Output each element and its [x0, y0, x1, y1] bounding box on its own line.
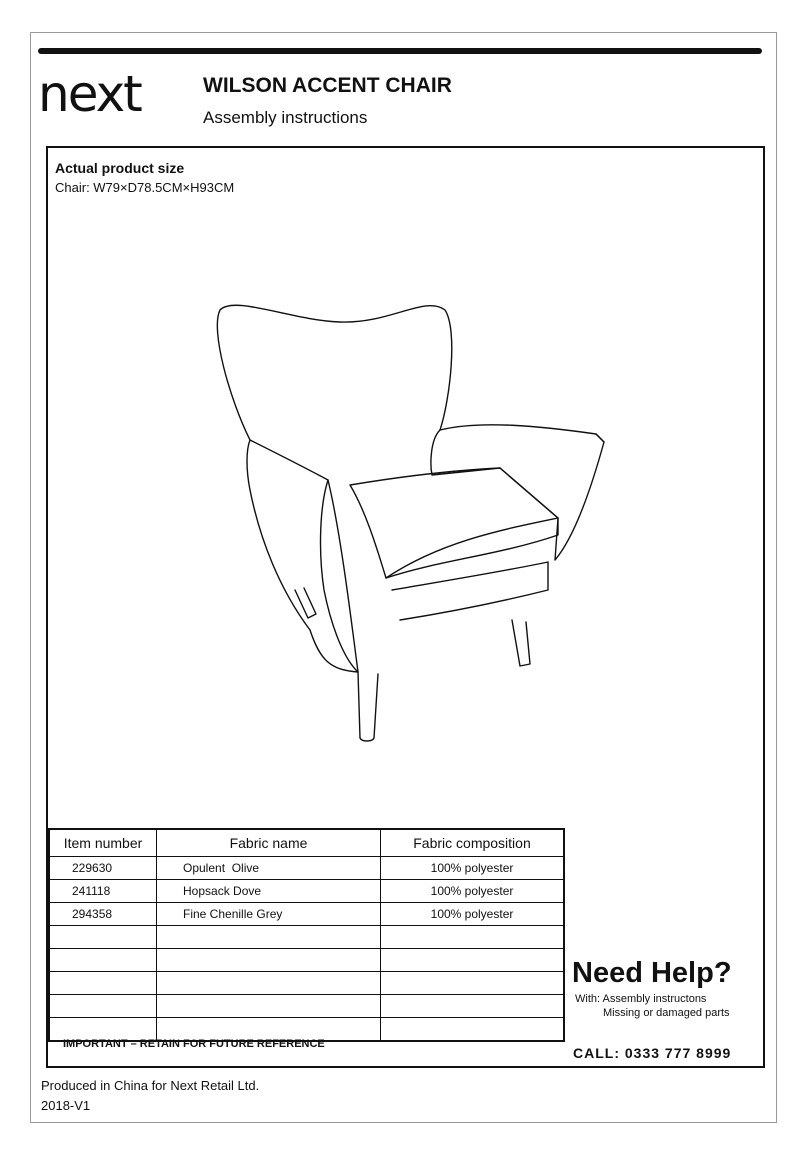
- product-size-heading: Actual product size: [55, 160, 185, 176]
- empty-row: [49, 949, 564, 972]
- important-notice: IMPORTANT – RETAIN FOR FUTURE REFERENCE: [63, 1038, 325, 1050]
- help-with-line: With: Assembly instructons: [575, 993, 707, 1005]
- fabric-name-cell: Hopsack Dove: [157, 880, 381, 903]
- fabric-name-cell: Fine Chenille Grey: [157, 903, 381, 926]
- fabric-composition-cell: 100% polyester: [381, 903, 565, 926]
- table-row: [49, 903, 564, 926]
- item-number-cell: 241118: [49, 880, 157, 903]
- brand-logo: next: [38, 65, 141, 123]
- table-header-row: [49, 829, 564, 857]
- col-fabric-name: Fabric name: [157, 829, 381, 857]
- top-rule: [38, 48, 762, 54]
- call-number: CALL: 0333 777 8999: [573, 1045, 732, 1061]
- empty-row: [49, 972, 564, 995]
- col-item-number: Item number: [49, 829, 157, 857]
- fabric-composition-cell: 100% polyester: [381, 857, 565, 880]
- item-number-cell: 229630: [49, 857, 157, 880]
- fabric-composition-cell: 100% polyester: [381, 880, 565, 903]
- chair-illustration: [200, 290, 620, 750]
- fabric-table: [48, 828, 565, 1042]
- help-missing-line: Missing or damaged parts: [603, 1007, 730, 1019]
- document-version: 2018-V1: [41, 1098, 91, 1113]
- empty-row: [49, 926, 564, 949]
- fabric-name-cell: Opulent Olive: [157, 857, 381, 880]
- col-fabric-composition: Fabric composition: [381, 829, 565, 857]
- produced-by: Produced in China for Next Retail Ltd.: [41, 1078, 260, 1093]
- table-row: [49, 880, 564, 903]
- item-number-cell: 294358: [49, 903, 157, 926]
- table-row: [49, 857, 564, 880]
- product-dimensions: Chair: W79×D78.5CM×H93CM: [55, 180, 235, 195]
- document-title: WILSON ACCENT CHAIR: [203, 74, 452, 97]
- document-subtitle: Assembly instructions: [203, 108, 368, 127]
- empty-row: [49, 995, 564, 1018]
- need-help-heading: Need Help?: [572, 957, 732, 989]
